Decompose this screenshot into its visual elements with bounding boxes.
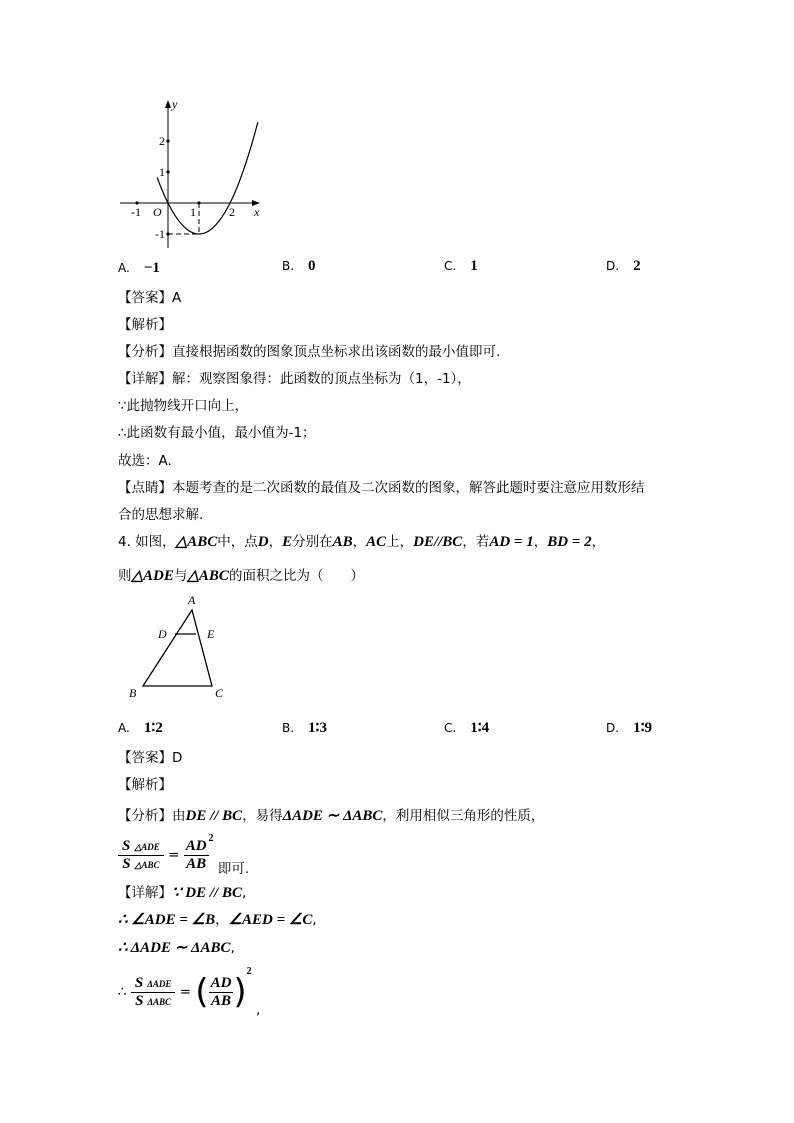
- tick-dot: [166, 232, 169, 235]
- option-b: B. 0: [282, 258, 316, 274]
- detail-text: 【详解】解：观察图象得：此函数的顶点坐标为（1，-1），: [118, 371, 471, 387]
- analysis-text: 【分析】由DE // BC，易得ΔADE ∼ ΔABC，利用相似三角形的性质，: [118, 808, 545, 824]
- label-b: B: [129, 686, 137, 700]
- label-a: A: [188, 593, 196, 607]
- triangle-figure: [129, 593, 224, 700]
- option-a: A. −1: [118, 260, 160, 276]
- detail-line: ∵此抛物线开口向上，: [118, 398, 249, 414]
- origin-label: O: [153, 205, 162, 219]
- detail-line: 故选：A.: [118, 453, 172, 469]
- tick-label: 1: [190, 205, 196, 219]
- y-label: y: [172, 97, 178, 111]
- tick-dot: [166, 170, 169, 173]
- y-arrow-icon: [165, 100, 171, 108]
- option-b: B. 1∶3: [282, 720, 327, 736]
- tick-label: -1: [155, 227, 165, 241]
- comment-text: 【点睛】本题考查的是二次函数的最值及二次函数的图象，解答此题时要注意应用数形结: [118, 480, 645, 496]
- comment-text: 合的思想求解.: [118, 507, 204, 523]
- tick-label: 2: [229, 205, 235, 219]
- detail-line: ∴ ∠ADE = ∠B，∠AED = ∠C,: [118, 912, 317, 928]
- option-a: A. 1∶2: [118, 720, 163, 736]
- ratio-formula: $\frac{\text{S △ADE}}{\text{S △ABC}}$ = $\frac{AD}{AB}$ $^2$ 即可.: [118, 833, 249, 877]
- analysis-text: 【分析】直接根据函数的图象顶点坐标求出该函数的最小值即可.: [118, 344, 501, 360]
- analysis-heading: 【解析】: [118, 777, 172, 793]
- question-4-stem: 4. 如图，△ABC中，点D，E分别在AB，AC上，DE//BC，若AD = 1，BD = 2，: [118, 534, 606, 550]
- detail-line: ∴ ΔADE ∼ ΔABC,: [118, 940, 235, 956]
- answer: 【答案】A: [118, 290, 182, 306]
- detail-line: ∴此函数有最小值，最小值为-1；: [118, 425, 316, 441]
- tick-label: 2: [159, 134, 165, 148]
- label-d: D: [158, 627, 167, 641]
- detail-text: 【详解】∵ DE // BC,: [118, 885, 247, 901]
- parabola-curve: [157, 122, 258, 234]
- triangle-abc: [143, 610, 212, 686]
- tick-dot: [197, 201, 200, 204]
- question-4-stem-2: 则△ADE与△ABC的面积之比为（ ）: [118, 568, 364, 584]
- tick-dot: [166, 139, 169, 142]
- option-c: C. 1: [444, 258, 478, 274]
- answer: 【答案】D: [118, 750, 183, 766]
- label-e: E: [207, 627, 215, 641]
- tick-label: -1: [131, 205, 141, 219]
- analysis-heading: 【解析】: [118, 317, 172, 333]
- label-c: C: [215, 686, 224, 700]
- tick-label: 1: [159, 165, 165, 179]
- option-d: D. 1∶9: [606, 720, 652, 736]
- option-c: C. 1∶4: [444, 720, 490, 736]
- option-d: D. 2: [606, 258, 641, 274]
- parabola-graph: [120, 97, 260, 248]
- ratio-formula: ∴ $\frac{\text{S ΔADE}}{\text{S ΔABC}}$ = ( $\frac{AD}{AB}$ )$^2$ ,: [118, 966, 261, 1018]
- x-label: x: [254, 205, 260, 219]
